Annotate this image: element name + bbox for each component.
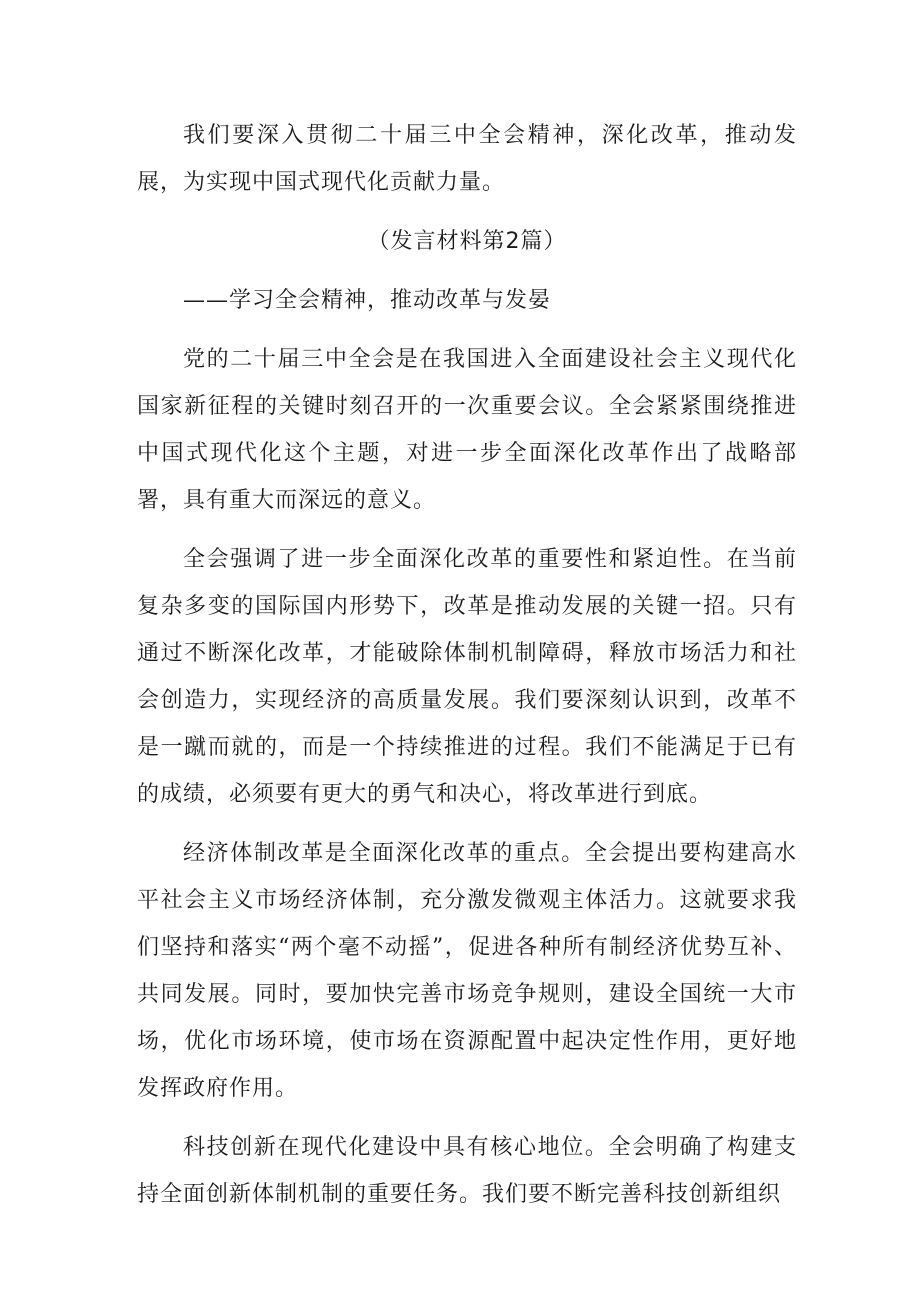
- body-paragraph-2: 全会强调了进一步全面深化改革的重要性和紧迫性。在当前复杂多变的国际国内形势下，改革是推动发展的关键一招。只有通过不断深化改革，才能破除体制机制障碍，释放市场活力和社会创造力，实现经济的高质量发展。我们要深刻认识到，改革不是一蹴而就的，而是一个持续推进的过程。我们不能满足于已有的成绩，必须要有更大的勇气和决心，将改革进行到底。: [137, 547, 797, 807]
- body-paragraph-3: 经济体制改革是全面深化改革的重点。全会提出要构建高水平社会主义市场经济体制，充分激发微观主体活力。这就要求我们坚持和落实“两个毫不动摇”，促进各种所有制经济优势互补、共同发展。同时，要加快完善市场竞争规则，建设全国统一大市场，优化市场环境，使市场在资源配置中起决定性作用，更好地发挥政府作用。: [137, 841, 797, 1101]
- body-paragraph-1: 党的二十届三中全会是在我国进入全面建设社会主义现代化国家新征程的关键时刻召开的一次重要会议。全会紧紧围绕推进中国式现代化这个主题，对进一步全面深化改革作出了战略部署，具有重大而深远的意义。: [137, 347, 797, 513]
- section-heading: （发言材料第2篇）: [367, 229, 567, 254]
- document-body: [137, 112, 797, 1230]
- body-paragraph-4: 科技创新在现代化建设中具有核心地位。全会明确了构建支持全面创新体制机制的重要任务。我们要不断完善科技创新组织: [137, 1135, 797, 1207]
- section-subtitle: ——学习全会精神，推动改革与发晏: [183, 288, 552, 313]
- opening-paragraph: 我们要深入贯彻二十届三中全会精神，深化改革，推动发展，为实现中国式现代化贡献力量。: [137, 123, 797, 195]
